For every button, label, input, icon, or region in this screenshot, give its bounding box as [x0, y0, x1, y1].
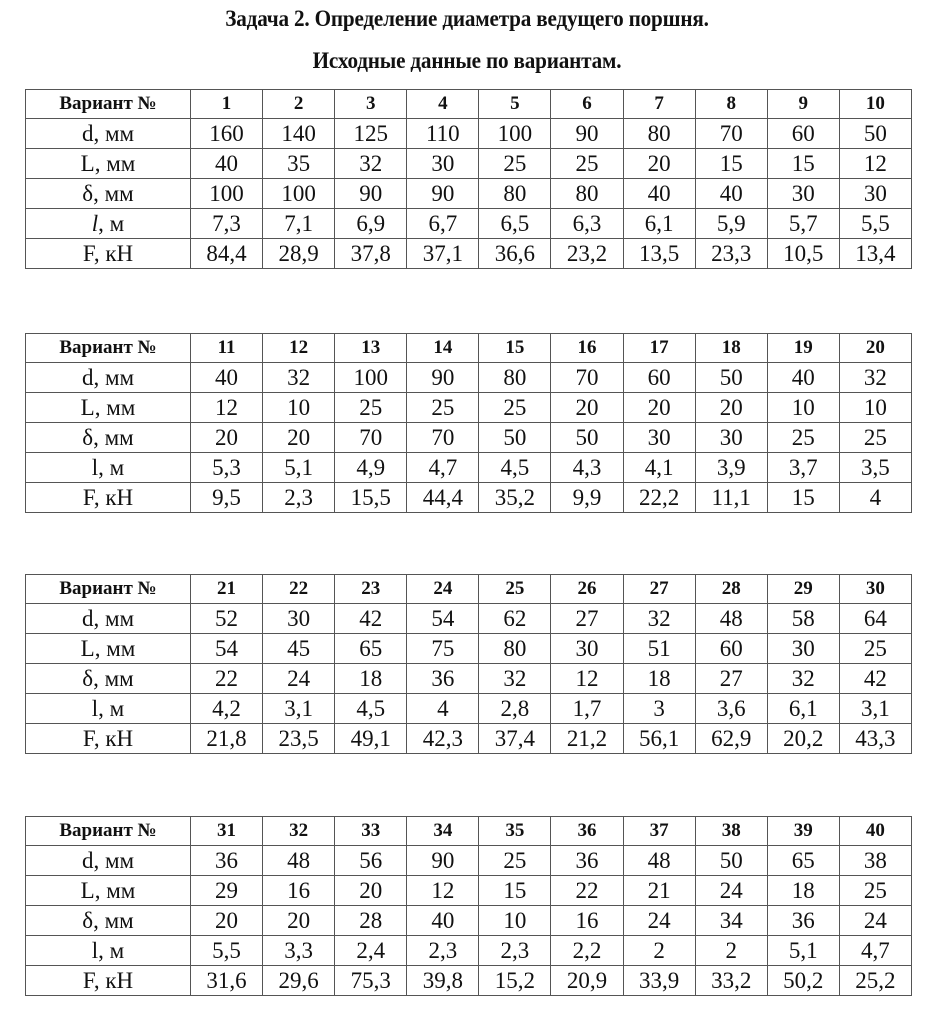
value-cell: 2,3: [263, 483, 335, 513]
value-cell: 12: [407, 876, 479, 906]
value-cell: 22: [551, 876, 623, 906]
value-cell: 24: [839, 906, 911, 936]
value-cell: 4: [839, 483, 911, 513]
value-cell: 160: [191, 119, 263, 149]
variant-number-cell: 28: [695, 575, 767, 604]
variant-number-row: [26, 90, 912, 119]
delta-row: [26, 423, 912, 453]
value-cell: 80: [551, 179, 623, 209]
value-cell: 30: [623, 423, 695, 453]
value-cell: 140: [263, 119, 335, 149]
row-label: δ, мм: [26, 664, 191, 694]
value-cell: 64: [839, 604, 911, 634]
value-cell: 22: [191, 664, 263, 694]
value-cell: 1,7: [551, 694, 623, 724]
variant-number-cell: 4: [407, 90, 479, 119]
value-cell: 49,1: [335, 724, 407, 754]
row-label-symbol: l: [91, 211, 99, 236]
value-cell: 90: [407, 363, 479, 393]
value-cell: 3,1: [263, 694, 335, 724]
value-cell: 37,4: [479, 724, 551, 754]
variant-number-cell: 19: [767, 334, 839, 363]
value-cell: 27: [695, 664, 767, 694]
value-cell: 32: [623, 604, 695, 634]
value-cell: 62: [479, 604, 551, 634]
value-cell: 52: [191, 604, 263, 634]
value-cell: 3: [623, 694, 695, 724]
value-cell: 80: [479, 363, 551, 393]
variant-number-cell: 32: [263, 817, 335, 846]
row-label: l, м: [26, 453, 191, 483]
value-cell: 45: [263, 634, 335, 664]
value-cell: 10,5: [767, 239, 839, 269]
value-cell: 3,7: [767, 453, 839, 483]
variant-number-cell: 2: [263, 90, 335, 119]
row-label: Вариант №: [26, 817, 191, 846]
value-cell: 60: [623, 363, 695, 393]
variant-number-cell: 33: [335, 817, 407, 846]
variants-table-4: [25, 816, 912, 996]
delta-row: [26, 664, 912, 694]
value-cell: 80: [479, 179, 551, 209]
row-label: d, мм: [26, 119, 191, 149]
value-cell: 9,9: [551, 483, 623, 513]
variants-table-3: [25, 574, 912, 754]
variant-number-cell: 17: [623, 334, 695, 363]
distance-row: [26, 209, 912, 239]
value-cell: 70: [335, 423, 407, 453]
value-cell: 30: [551, 634, 623, 664]
value-cell: 11,1: [695, 483, 767, 513]
value-cell: 30: [695, 423, 767, 453]
value-cell: 18: [335, 664, 407, 694]
value-cell: 25: [839, 423, 911, 453]
value-cell: 2,3: [479, 936, 551, 966]
value-cell: 3,9: [695, 453, 767, 483]
value-cell: 5,1: [263, 453, 335, 483]
value-cell: 34: [695, 906, 767, 936]
value-cell: 65: [335, 634, 407, 664]
variant-number-cell: 6: [551, 90, 623, 119]
row-label: Вариант №: [26, 334, 191, 363]
value-cell: 12: [191, 393, 263, 423]
value-cell: 25: [551, 149, 623, 179]
value-cell: 20: [263, 423, 335, 453]
variant-number-cell: 30: [839, 575, 911, 604]
value-cell: 20: [695, 393, 767, 423]
value-cell: 80: [479, 634, 551, 664]
distance-row: [26, 694, 912, 724]
variant-number-cell: 13: [335, 334, 407, 363]
variants-table-1: [25, 89, 912, 269]
value-cell: 22,2: [623, 483, 695, 513]
value-cell: 4,9: [335, 453, 407, 483]
value-cell: 24: [695, 876, 767, 906]
variant-number-cell: 25: [479, 575, 551, 604]
value-cell: 60: [695, 634, 767, 664]
variant-number-cell: 15: [479, 334, 551, 363]
value-cell: 25: [767, 423, 839, 453]
row-label: L, мм: [26, 393, 191, 423]
value-cell: 3,6: [695, 694, 767, 724]
value-cell: 36: [551, 846, 623, 876]
value-cell: 36: [191, 846, 263, 876]
value-cell: 4,7: [839, 936, 911, 966]
diameter-row: [26, 363, 912, 393]
value-cell: 100: [335, 363, 407, 393]
value-cell: 23,5: [263, 724, 335, 754]
variant-number-cell: 3: [335, 90, 407, 119]
variant-number-cell: 34: [407, 817, 479, 846]
variant-number-cell: 16: [551, 334, 623, 363]
value-cell: 25: [839, 876, 911, 906]
variant-number-cell: 37: [623, 817, 695, 846]
value-cell: 6,7: [407, 209, 479, 239]
value-cell: 30: [839, 179, 911, 209]
value-cell: 90: [335, 179, 407, 209]
variant-number-cell: 5: [479, 90, 551, 119]
value-cell: 25: [335, 393, 407, 423]
row-label: F, кН: [26, 724, 191, 754]
length-row: [26, 149, 912, 179]
variant-number-cell: 31: [191, 817, 263, 846]
value-cell: 6,9: [335, 209, 407, 239]
value-cell: 30: [407, 149, 479, 179]
value-cell: 90: [407, 846, 479, 876]
force-row: [26, 483, 912, 513]
delta-row: [26, 906, 912, 936]
value-cell: 12: [551, 664, 623, 694]
document-subtitle: Исходные данные по вариантам.: [312, 48, 622, 73]
value-cell: 40: [191, 363, 263, 393]
document-title: Задача 2. Определение диаметра ведущего поршня.: [225, 6, 709, 31]
value-cell: 30: [767, 179, 839, 209]
value-cell: 25: [839, 634, 911, 664]
value-cell: 6,3: [551, 209, 623, 239]
value-cell: 2: [623, 936, 695, 966]
value-cell: 48: [263, 846, 335, 876]
variant-number-cell: 23: [335, 575, 407, 604]
row-label: δ, мм: [26, 179, 191, 209]
value-cell: 28,9: [263, 239, 335, 269]
value-cell: 5,7: [767, 209, 839, 239]
value-cell: 70: [551, 363, 623, 393]
value-cell: 35: [263, 149, 335, 179]
value-cell: 80: [623, 119, 695, 149]
value-cell: 84,4: [191, 239, 263, 269]
variant-number-cell: 27: [623, 575, 695, 604]
value-cell: 6,1: [623, 209, 695, 239]
variant-number-cell: 12: [263, 334, 335, 363]
value-cell: 100: [191, 179, 263, 209]
value-cell: 28: [335, 906, 407, 936]
value-cell: 20: [623, 149, 695, 179]
value-cell: 5,5: [839, 209, 911, 239]
value-cell: 56: [335, 846, 407, 876]
row-label: d, мм: [26, 604, 191, 634]
row-label: δ, мм: [26, 906, 191, 936]
value-cell: 100: [263, 179, 335, 209]
variant-number-cell: 11: [191, 334, 263, 363]
row-label: l, м: [26, 936, 191, 966]
variant-number-cell: 14: [407, 334, 479, 363]
row-label: Вариант №: [26, 575, 191, 604]
length-row: [26, 393, 912, 423]
value-cell: 90: [551, 119, 623, 149]
distance-row: [26, 936, 912, 966]
value-cell: 30: [263, 604, 335, 634]
value-cell: 20: [263, 906, 335, 936]
value-cell: 62,9: [695, 724, 767, 754]
variant-number-cell: 20: [839, 334, 911, 363]
value-cell: 7,3: [191, 209, 263, 239]
force-row: [26, 239, 912, 269]
value-cell: 110: [407, 119, 479, 149]
value-cell: 42: [335, 604, 407, 634]
value-cell: 25: [479, 393, 551, 423]
value-cell: 50: [695, 846, 767, 876]
value-cell: 20,2: [767, 724, 839, 754]
value-cell: 7,1: [263, 209, 335, 239]
value-cell: 40: [695, 179, 767, 209]
value-cell: 32: [335, 149, 407, 179]
value-cell: 32: [767, 664, 839, 694]
value-cell: 5,1: [767, 936, 839, 966]
value-cell: 50: [695, 363, 767, 393]
value-cell: 20,9: [551, 966, 623, 996]
value-cell: 29: [191, 876, 263, 906]
value-cell: 4,5: [335, 694, 407, 724]
delta-row: [26, 179, 912, 209]
variant-number-cell: 1: [191, 90, 263, 119]
value-cell: 3,3: [263, 936, 335, 966]
value-cell: 50: [479, 423, 551, 453]
value-cell: 25,2: [839, 966, 911, 996]
value-cell: 50,2: [767, 966, 839, 996]
value-cell: 50: [551, 423, 623, 453]
row-label: F, кН: [26, 966, 191, 996]
value-cell: 40: [767, 363, 839, 393]
value-cell: 20: [551, 393, 623, 423]
value-cell: 4,2: [191, 694, 263, 724]
value-cell: 50: [839, 119, 911, 149]
row-label-unit: , м: [98, 211, 125, 236]
value-cell: 21,8: [191, 724, 263, 754]
variant-number-row: [26, 575, 912, 604]
value-cell: 43,3: [839, 724, 911, 754]
value-cell: 6,1: [767, 694, 839, 724]
value-cell: 75,3: [335, 966, 407, 996]
variant-number-cell: 40: [839, 817, 911, 846]
value-cell: 25: [407, 393, 479, 423]
value-cell: 31,6: [191, 966, 263, 996]
value-cell: 29,6: [263, 966, 335, 996]
value-cell: 35,2: [479, 483, 551, 513]
row-label: d, мм: [26, 846, 191, 876]
value-cell: 16: [263, 876, 335, 906]
value-cell: 25: [479, 149, 551, 179]
variant-number-cell: 21: [191, 575, 263, 604]
variant-number-cell: 36: [551, 817, 623, 846]
value-cell: 2,2: [551, 936, 623, 966]
value-cell: 60: [767, 119, 839, 149]
value-cell: 30: [767, 634, 839, 664]
value-cell: 32: [263, 363, 335, 393]
row-label: Вариант №: [26, 90, 191, 119]
value-cell: 5,5: [191, 936, 263, 966]
value-cell: 15,2: [479, 966, 551, 996]
variant-number-cell: 9: [767, 90, 839, 119]
value-cell: 10: [839, 393, 911, 423]
value-cell: 24: [263, 664, 335, 694]
value-cell: 21: [623, 876, 695, 906]
value-cell: 56,1: [623, 724, 695, 754]
value-cell: 90: [407, 179, 479, 209]
value-cell: 100: [479, 119, 551, 149]
value-cell: 23,3: [695, 239, 767, 269]
value-cell: 33,9: [623, 966, 695, 996]
value-cell: 70: [695, 119, 767, 149]
value-cell: 2: [695, 936, 767, 966]
value-cell: 15: [695, 149, 767, 179]
value-cell: 23,2: [551, 239, 623, 269]
value-cell: 3,1: [839, 694, 911, 724]
value-cell: 10: [767, 393, 839, 423]
value-cell: 2,4: [335, 936, 407, 966]
value-cell: 16: [551, 906, 623, 936]
value-cell: 4,1: [623, 453, 695, 483]
value-cell: 3,5: [839, 453, 911, 483]
variant-number-cell: 18: [695, 334, 767, 363]
value-cell: 18: [623, 664, 695, 694]
value-cell: 9,5: [191, 483, 263, 513]
value-cell: 5,9: [695, 209, 767, 239]
row-label: δ, мм: [26, 423, 191, 453]
value-cell: 13,5: [623, 239, 695, 269]
row-label: [26, 209, 191, 239]
value-cell: 4,5: [479, 453, 551, 483]
value-cell: 36: [407, 664, 479, 694]
variant-number-cell: 7: [623, 90, 695, 119]
value-cell: 36: [767, 906, 839, 936]
row-label: L, мм: [26, 634, 191, 664]
row-label: d, мм: [26, 363, 191, 393]
value-cell: 15: [479, 876, 551, 906]
value-cell: 4,3: [551, 453, 623, 483]
value-cell: 54: [407, 604, 479, 634]
variant-number-cell: 24: [407, 575, 479, 604]
value-cell: 2,3: [407, 936, 479, 966]
value-cell: 13,4: [839, 239, 911, 269]
value-cell: 33,2: [695, 966, 767, 996]
row-label: L, мм: [26, 876, 191, 906]
row-label: L, мм: [26, 149, 191, 179]
value-cell: 6,5: [479, 209, 551, 239]
value-cell: 10: [263, 393, 335, 423]
variants-table-2: [25, 333, 912, 513]
row-label: l, м: [26, 694, 191, 724]
length-row: [26, 634, 912, 664]
force-row: [26, 724, 912, 754]
value-cell: 125: [335, 119, 407, 149]
row-label: F, кН: [26, 483, 191, 513]
value-cell: 15,5: [335, 483, 407, 513]
value-cell: 20: [191, 423, 263, 453]
value-cell: 48: [623, 846, 695, 876]
value-cell: 32: [479, 664, 551, 694]
value-cell: 15: [767, 149, 839, 179]
variant-number-row: [26, 817, 912, 846]
variant-number-cell: 29: [767, 575, 839, 604]
value-cell: 4: [407, 694, 479, 724]
value-cell: 12: [839, 149, 911, 179]
row-label: F, кН: [26, 239, 191, 269]
value-cell: 5,3: [191, 453, 263, 483]
value-cell: 36,6: [479, 239, 551, 269]
value-cell: 25: [479, 846, 551, 876]
diameter-row: [26, 119, 912, 149]
value-cell: 44,4: [407, 483, 479, 513]
value-cell: 4,7: [407, 453, 479, 483]
value-cell: 37,8: [335, 239, 407, 269]
value-cell: 24: [623, 906, 695, 936]
value-cell: 27: [551, 604, 623, 634]
value-cell: 70: [407, 423, 479, 453]
value-cell: 20: [191, 906, 263, 936]
value-cell: 42: [839, 664, 911, 694]
value-cell: 37,1: [407, 239, 479, 269]
value-cell: 48: [695, 604, 767, 634]
value-cell: 32: [839, 363, 911, 393]
value-cell: 15: [767, 483, 839, 513]
variant-number-cell: 39: [767, 817, 839, 846]
variant-number-cell: 8: [695, 90, 767, 119]
variant-number-cell: 38: [695, 817, 767, 846]
value-cell: 58: [767, 604, 839, 634]
diameter-row: [26, 846, 912, 876]
variant-number-cell: 26: [551, 575, 623, 604]
value-cell: 18: [767, 876, 839, 906]
value-cell: 40: [191, 149, 263, 179]
value-cell: 40: [407, 906, 479, 936]
variant-number-cell: 22: [263, 575, 335, 604]
value-cell: 39,8: [407, 966, 479, 996]
value-cell: 20: [335, 876, 407, 906]
value-cell: 40: [623, 179, 695, 209]
variant-number-cell: 10: [839, 90, 911, 119]
length-row: [26, 876, 912, 906]
value-cell: 20: [623, 393, 695, 423]
value-cell: 54: [191, 634, 263, 664]
distance-row: [26, 453, 912, 483]
value-cell: 65: [767, 846, 839, 876]
diameter-row: [26, 604, 912, 634]
value-cell: 10: [479, 906, 551, 936]
value-cell: 2,8: [479, 694, 551, 724]
value-cell: 38: [839, 846, 911, 876]
variant-number-row: [26, 334, 912, 363]
value-cell: 51: [623, 634, 695, 664]
force-row: [26, 966, 912, 996]
value-cell: 21,2: [551, 724, 623, 754]
value-cell: 42,3: [407, 724, 479, 754]
variant-number-cell: 35: [479, 817, 551, 846]
value-cell: 75: [407, 634, 479, 664]
